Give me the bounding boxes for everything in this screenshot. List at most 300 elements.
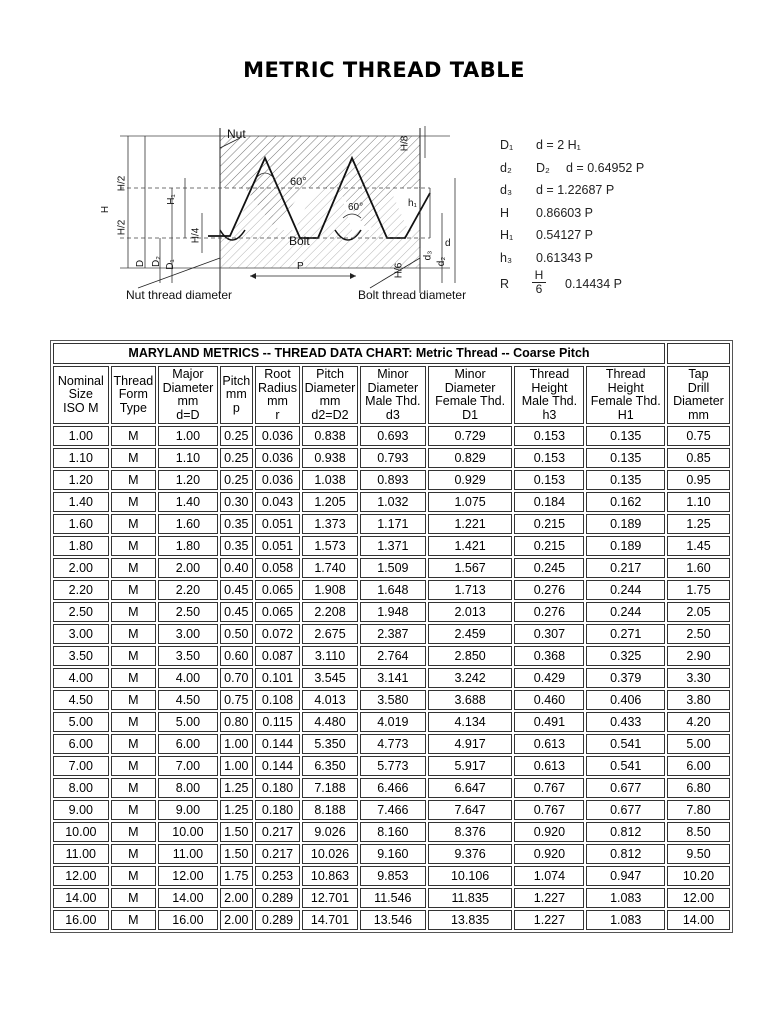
table-cell: 1.80 bbox=[158, 536, 218, 556]
table-cell: 3.50 bbox=[53, 646, 109, 666]
table-cell: 2.50 bbox=[667, 624, 730, 644]
column-header-line: Diameter bbox=[162, 380, 214, 395]
table-cell: 4.917 bbox=[428, 734, 513, 754]
table-cell: 0.929 bbox=[428, 470, 513, 490]
table-cell: 0.276 bbox=[514, 580, 584, 600]
table-cell: M bbox=[111, 426, 156, 446]
column-header bbox=[158, 366, 218, 424]
table-cell: 1.60 bbox=[158, 514, 218, 534]
table-cell: 0.215 bbox=[514, 536, 584, 556]
table-cell: 6.350 bbox=[302, 756, 358, 776]
column-header bbox=[360, 366, 426, 424]
table-cell: 1.25 bbox=[220, 778, 253, 798]
column-header-line: Pitch bbox=[316, 367, 344, 381]
table-cell: 0.80 bbox=[220, 712, 253, 732]
table-cell: 4.134 bbox=[428, 712, 513, 732]
table-cell: 0.180 bbox=[255, 800, 300, 820]
table-cell: M bbox=[111, 844, 156, 864]
table-cell: 0.50 bbox=[220, 624, 253, 644]
table-cell: M bbox=[111, 668, 156, 688]
formula-row bbox=[500, 269, 720, 299]
table-cell: M bbox=[111, 492, 156, 512]
table-cell: 1.567 bbox=[428, 558, 513, 578]
table-cell: 0.938 bbox=[302, 448, 358, 468]
table-cell: 2.459 bbox=[428, 624, 513, 644]
table-cell: 0.95 bbox=[667, 470, 730, 490]
column-header bbox=[111, 366, 156, 424]
table-row bbox=[53, 910, 730, 930]
table-cell: 1.221 bbox=[428, 514, 513, 534]
formula-symbol: R bbox=[500, 277, 510, 291]
label-nut: Nut bbox=[227, 127, 246, 141]
table-cell: 1.25 bbox=[220, 800, 253, 820]
fraction-numerator: H bbox=[532, 269, 546, 283]
table-cell: 0.541 bbox=[586, 756, 664, 776]
table-row bbox=[53, 492, 730, 512]
column-header-line: Female Thd. bbox=[590, 394, 661, 408]
table-cell: 6.80 bbox=[667, 778, 730, 798]
table-cell: 14.00 bbox=[667, 910, 730, 930]
table-cell: 12.00 bbox=[158, 866, 218, 886]
column-header-line: Minor bbox=[454, 367, 486, 381]
table-cell: 2.00 bbox=[220, 910, 253, 930]
table-cell: 0.036 bbox=[255, 448, 300, 468]
table-cell: 1.075 bbox=[428, 492, 513, 512]
table-cell: M bbox=[111, 800, 156, 820]
table-cell: 0.829 bbox=[428, 448, 513, 468]
formula-row bbox=[500, 202, 720, 225]
table-cell: 2.00 bbox=[158, 558, 218, 578]
label-d1-nut: D₁ bbox=[164, 259, 176, 270]
table-cell: 1.205 bbox=[302, 492, 358, 512]
table-caption-empty-cell bbox=[667, 343, 730, 364]
table-cell: 1.032 bbox=[360, 492, 426, 512]
table-cell: 0.729 bbox=[428, 426, 513, 446]
column-header-line: mm bbox=[319, 394, 341, 408]
table-cell: 0.613 bbox=[514, 756, 584, 776]
table-cell: 0.101 bbox=[255, 668, 300, 688]
table-cell: 0.812 bbox=[586, 822, 664, 842]
column-header-line: Diameter bbox=[673, 394, 724, 408]
column-header-line: Diameter bbox=[304, 380, 356, 395]
table-cell: 1.573 bbox=[302, 536, 358, 556]
column-header-line: Radius bbox=[258, 380, 297, 395]
table-row bbox=[53, 536, 730, 556]
column-header-line: Diameter bbox=[444, 380, 496, 395]
label-d-bolt: d bbox=[445, 238, 451, 249]
table-cell: 0.144 bbox=[255, 734, 300, 754]
label-angle-nut: 60° bbox=[290, 176, 307, 188]
table-row bbox=[53, 470, 730, 490]
fraction-denominator: 6 bbox=[535, 282, 543, 296]
formula-row bbox=[500, 157, 720, 180]
table-cell: 0.812 bbox=[586, 844, 664, 864]
table-row bbox=[53, 734, 730, 754]
table-cell: 0.215 bbox=[514, 514, 584, 534]
table-cell: 0.793 bbox=[360, 448, 426, 468]
table-cell: 3.110 bbox=[302, 646, 358, 666]
table-cell: 3.545 bbox=[302, 668, 358, 688]
label-d2-bolt: d₂ bbox=[436, 256, 448, 267]
table-cell: 1.083 bbox=[586, 888, 664, 908]
formula-symbol: d₃ bbox=[500, 183, 513, 197]
table-row bbox=[53, 844, 730, 864]
table-cell: 0.40 bbox=[220, 558, 253, 578]
table-cell: 0.065 bbox=[255, 580, 300, 600]
thread-data-table bbox=[50, 340, 733, 933]
table-cell: 1.00 bbox=[220, 756, 253, 776]
table-cell: 0.180 bbox=[255, 778, 300, 798]
table-cell: 1.40 bbox=[158, 492, 218, 512]
table-cell: 2.90 bbox=[667, 646, 730, 666]
label-d3: d₃ bbox=[422, 250, 434, 261]
page-title: METRIC THREAD TABLE bbox=[243, 58, 525, 82]
label-bolt-thread-diameter: Bolt thread diameter bbox=[358, 288, 467, 302]
formula-expression: 0.61343 P bbox=[536, 250, 593, 265]
table-cell: 6.00 bbox=[667, 756, 730, 776]
table-cell: 0.60 bbox=[220, 646, 253, 666]
table-cell: 9.376 bbox=[428, 844, 513, 864]
column-header-line: Size bbox=[68, 387, 93, 402]
table-cell: 10.026 bbox=[302, 844, 358, 864]
table-row bbox=[53, 580, 730, 600]
column-header-line: H1 bbox=[617, 407, 634, 422]
column-header-line: Nominal bbox=[57, 373, 104, 388]
table-cell: M bbox=[111, 712, 156, 732]
table-cell: 2.208 bbox=[302, 602, 358, 622]
table-cell: 5.00 bbox=[667, 734, 730, 754]
table-cell: 0.276 bbox=[514, 602, 584, 622]
table-cell: 1.60 bbox=[667, 558, 730, 578]
table-cell: 1.75 bbox=[220, 866, 253, 886]
formula-row bbox=[500, 179, 720, 202]
table-cell: 8.188 bbox=[302, 800, 358, 820]
table-cell: 4.50 bbox=[53, 690, 109, 710]
table-cell: 1.908 bbox=[302, 580, 358, 600]
table-cell: 0.217 bbox=[255, 822, 300, 842]
column-header-line: mm bbox=[688, 407, 709, 422]
table-cell: 0.541 bbox=[586, 734, 664, 754]
table-cell: 3.50 bbox=[158, 646, 218, 666]
column-header bbox=[586, 366, 664, 424]
table-cell: 0.245 bbox=[514, 558, 584, 578]
column-header bbox=[220, 366, 253, 424]
table-row bbox=[53, 712, 730, 732]
formula-expression: 0.54127 P bbox=[536, 228, 593, 242]
thread-formula-list bbox=[500, 134, 720, 299]
table-cell: 0.30 bbox=[220, 492, 253, 512]
table-cell: 0.043 bbox=[255, 492, 300, 512]
table-cell: 0.153 bbox=[514, 448, 584, 468]
column-header-line: d=D bbox=[176, 407, 200, 422]
table-cell: 1.00 bbox=[158, 426, 218, 446]
table-cell: 0.45 bbox=[220, 580, 253, 600]
table-cell: 0.75 bbox=[220, 690, 253, 710]
column-header-line: Height bbox=[607, 380, 644, 395]
table-row bbox=[53, 602, 730, 622]
table-cell: 0.693 bbox=[360, 426, 426, 446]
table-cell: M bbox=[111, 888, 156, 908]
table-cell: 0.115 bbox=[255, 712, 300, 732]
table-cell: 11.546 bbox=[360, 888, 426, 908]
table-cell: 7.00 bbox=[53, 756, 109, 776]
table-cell: 0.087 bbox=[255, 646, 300, 666]
table-cell: 2.850 bbox=[428, 646, 513, 666]
formula-symbol: D₁ bbox=[500, 138, 514, 152]
column-header-line: Diameter bbox=[367, 380, 419, 395]
table-cell: 2.20 bbox=[158, 580, 218, 600]
table-cell: 5.00 bbox=[158, 712, 218, 732]
table-cell: 0.893 bbox=[360, 470, 426, 490]
table-cell: 4.019 bbox=[360, 712, 426, 732]
table-cell: 0.379 bbox=[586, 668, 664, 688]
table-row bbox=[53, 866, 730, 886]
thread-data-chart bbox=[50, 340, 733, 933]
table-cell: M bbox=[111, 514, 156, 534]
table-cell: 1.227 bbox=[514, 888, 584, 908]
table-cell: 0.429 bbox=[514, 668, 584, 688]
table-cell: M bbox=[111, 624, 156, 644]
table-cell: 8.160 bbox=[360, 822, 426, 842]
label-nut-thread-diameter: Nut thread diameter bbox=[126, 288, 233, 302]
table-cell: 4.20 bbox=[667, 712, 730, 732]
table-cell: 1.60 bbox=[53, 514, 109, 534]
table-cell: 11.00 bbox=[158, 844, 218, 864]
label-h2-lower: H/2 bbox=[116, 219, 128, 236]
table-cell: 0.45 bbox=[220, 602, 253, 622]
table-cell: 0.406 bbox=[586, 690, 664, 710]
table-cell: M bbox=[111, 558, 156, 578]
table-cell: 1.421 bbox=[428, 536, 513, 556]
table-cell: 0.35 bbox=[220, 514, 253, 534]
table-cell: 2.00 bbox=[220, 888, 253, 908]
table-row bbox=[53, 426, 730, 446]
table-cell: 0.307 bbox=[514, 624, 584, 644]
column-header bbox=[667, 366, 730, 424]
column-header-line: Male Thd. bbox=[365, 394, 421, 408]
table-cell: 10.863 bbox=[302, 866, 358, 886]
table-cell: 9.853 bbox=[360, 866, 426, 886]
table-cell: 0.460 bbox=[514, 690, 584, 710]
table-cell: 1.45 bbox=[667, 536, 730, 556]
label-d-major: D bbox=[135, 259, 147, 268]
label-h4: H/4 bbox=[190, 227, 202, 244]
formula-symbol: h₃ bbox=[500, 250, 513, 265]
table-cell: 0.920 bbox=[514, 844, 584, 864]
table-cell: 0.135 bbox=[586, 470, 664, 490]
column-header-line: p bbox=[232, 400, 240, 415]
column-header-line: Thread bbox=[113, 373, 154, 388]
column-header-line: Thread bbox=[605, 367, 646, 381]
table-cell: 2.387 bbox=[360, 624, 426, 644]
table-cell: M bbox=[111, 536, 156, 556]
table-cell: 10.106 bbox=[428, 866, 513, 886]
table-cell: M bbox=[111, 910, 156, 930]
table-cell: 0.838 bbox=[302, 426, 358, 446]
column-header-line: Major bbox=[172, 367, 204, 381]
column-header-line: Type bbox=[119, 400, 147, 415]
table-cell: 3.30 bbox=[667, 668, 730, 688]
table-cell: 0.036 bbox=[255, 470, 300, 490]
table-cell: 0.189 bbox=[586, 514, 664, 534]
column-header-line: Drill bbox=[687, 380, 710, 395]
table-row bbox=[53, 448, 730, 468]
table-cell: 0.85 bbox=[667, 448, 730, 468]
table-cell: 1.648 bbox=[360, 580, 426, 600]
formula-expression: D₂ bbox=[536, 160, 550, 175]
table-cell: 2.20 bbox=[53, 580, 109, 600]
table-cell: 2.00 bbox=[53, 558, 109, 578]
formula-expression: 0.14434 P bbox=[565, 277, 622, 291]
table-cell: 9.160 bbox=[360, 844, 426, 864]
table-cell: 13.546 bbox=[360, 910, 426, 930]
table-cell: 10.20 bbox=[667, 866, 730, 886]
table-cell: M bbox=[111, 690, 156, 710]
label-h1-small: h₁ bbox=[408, 198, 417, 209]
table-cell: 1.00 bbox=[53, 426, 109, 446]
table-cell: 5.350 bbox=[302, 734, 358, 754]
table-cell: 6.466 bbox=[360, 778, 426, 798]
table-cell: 9.00 bbox=[158, 800, 218, 820]
table-cell: 4.00 bbox=[158, 668, 218, 688]
table-cell: 8.50 bbox=[667, 822, 730, 842]
table-cell: 4.773 bbox=[360, 734, 426, 754]
table-cell: 0.153 bbox=[514, 426, 584, 446]
table-cell: 0.289 bbox=[255, 888, 300, 908]
table-cell: 0.244 bbox=[586, 580, 664, 600]
table-cell: 1.25 bbox=[667, 514, 730, 534]
table-cell: 8.00 bbox=[158, 778, 218, 798]
table-cell: M bbox=[111, 866, 156, 886]
table-cell: 1.10 bbox=[53, 448, 109, 468]
column-header-line: Thread bbox=[529, 367, 570, 381]
table-cell: 0.613 bbox=[514, 734, 584, 754]
table-cell: 4.50 bbox=[158, 690, 218, 710]
column-header-line: Form bbox=[118, 387, 148, 402]
label-pitch: P bbox=[297, 261, 304, 272]
table-cell: 3.141 bbox=[360, 668, 426, 688]
table-cell: 16.00 bbox=[158, 910, 218, 930]
table-cell: 0.289 bbox=[255, 910, 300, 930]
table-cell: 0.072 bbox=[255, 624, 300, 644]
table-cell: 1.948 bbox=[360, 602, 426, 622]
table-cell: 12.00 bbox=[53, 866, 109, 886]
table-cell: 0.75 bbox=[667, 426, 730, 446]
table-cell: 0.058 bbox=[255, 558, 300, 578]
table-cell: 1.371 bbox=[360, 536, 426, 556]
table-cell: 0.051 bbox=[255, 536, 300, 556]
label-angle-bolt: 60° bbox=[348, 202, 364, 213]
label-h8: H/8 bbox=[399, 135, 411, 152]
column-header-line: Pitch bbox=[222, 373, 251, 388]
table-cell: 1.20 bbox=[53, 470, 109, 490]
formula-symbol: H bbox=[500, 205, 510, 220]
table-cell: 0.144 bbox=[255, 756, 300, 776]
table-cell: 16.00 bbox=[53, 910, 109, 930]
table-cell: 12.00 bbox=[667, 888, 730, 908]
table-cell: 10.00 bbox=[53, 822, 109, 842]
table-cell: 3.688 bbox=[428, 690, 513, 710]
table-cell: 0.35 bbox=[220, 536, 253, 556]
label-h6: H/6 bbox=[393, 262, 405, 279]
table-cell: 0.920 bbox=[514, 822, 584, 842]
table-cell: M bbox=[111, 778, 156, 798]
table-cell: 1.740 bbox=[302, 558, 358, 578]
table-row bbox=[53, 558, 730, 578]
table-cell: 3.580 bbox=[360, 690, 426, 710]
column-header bbox=[53, 366, 109, 424]
label-h: H bbox=[100, 205, 112, 214]
table-cell: 0.767 bbox=[514, 778, 584, 798]
table-row bbox=[53, 888, 730, 908]
column-header-line: mm bbox=[267, 394, 288, 408]
table-cell: 1.75 bbox=[667, 580, 730, 600]
formula-fraction bbox=[532, 269, 546, 296]
table-cell: 1.10 bbox=[667, 492, 730, 512]
table-cell: M bbox=[111, 756, 156, 776]
table-cell: 3.242 bbox=[428, 668, 513, 688]
table-cell: 12.701 bbox=[302, 888, 358, 908]
table-cell: 0.70 bbox=[220, 668, 253, 688]
table-cell: 1.038 bbox=[302, 470, 358, 490]
table-cell: 0.253 bbox=[255, 866, 300, 886]
table-cell: 2.675 bbox=[302, 624, 358, 644]
table-cell: 2.013 bbox=[428, 602, 513, 622]
table-cell: 2.50 bbox=[158, 602, 218, 622]
table-cell: 7.466 bbox=[360, 800, 426, 820]
table-cell: 7.00 bbox=[158, 756, 218, 776]
table-cell: M bbox=[111, 734, 156, 754]
table-cell: 0.051 bbox=[255, 514, 300, 534]
table-cell: 5.00 bbox=[53, 712, 109, 732]
column-header-line: Root bbox=[264, 367, 291, 381]
table-cell: 9.00 bbox=[53, 800, 109, 820]
table-cell: 0.135 bbox=[586, 448, 664, 468]
table-cell: 0.677 bbox=[586, 800, 664, 820]
column-header-line: h3 bbox=[542, 407, 557, 422]
table-cell: M bbox=[111, 646, 156, 666]
table-row bbox=[53, 690, 730, 710]
formula-expression: 0.86603 P bbox=[536, 205, 593, 220]
table-cell: 1.00 bbox=[220, 734, 253, 754]
table-row bbox=[53, 514, 730, 534]
label-d2-nut: D₂ bbox=[151, 255, 163, 268]
table-cell: 1.10 bbox=[158, 448, 218, 468]
table-cell: 1.40 bbox=[53, 492, 109, 512]
column-header-line: r bbox=[275, 407, 280, 422]
formula-expression: d = 1.22687 P bbox=[536, 183, 615, 197]
table-cell: 0.325 bbox=[586, 646, 664, 666]
table-cell: 0.244 bbox=[586, 602, 664, 622]
column-header-line: mm bbox=[177, 394, 199, 408]
table-cell: 11.00 bbox=[53, 844, 109, 864]
column-header-line: Tap bbox=[688, 367, 709, 381]
table-cell: 1.713 bbox=[428, 580, 513, 600]
formula-symbol: d₂ bbox=[500, 160, 512, 175]
table-row bbox=[53, 800, 730, 820]
table-cell: 14.00 bbox=[53, 888, 109, 908]
column-header-line: Female Thd. bbox=[435, 394, 506, 408]
table-cell: 3.00 bbox=[53, 624, 109, 644]
table-cell: 2.50 bbox=[53, 602, 109, 622]
table-row bbox=[53, 756, 730, 776]
column-header-line: Minor bbox=[377, 367, 409, 381]
label-h1: H₁ bbox=[165, 194, 177, 205]
table-cell: 9.50 bbox=[667, 844, 730, 864]
table-cell: 11.835 bbox=[428, 888, 513, 908]
table-cell: 6.647 bbox=[428, 778, 513, 798]
column-header bbox=[255, 366, 300, 424]
